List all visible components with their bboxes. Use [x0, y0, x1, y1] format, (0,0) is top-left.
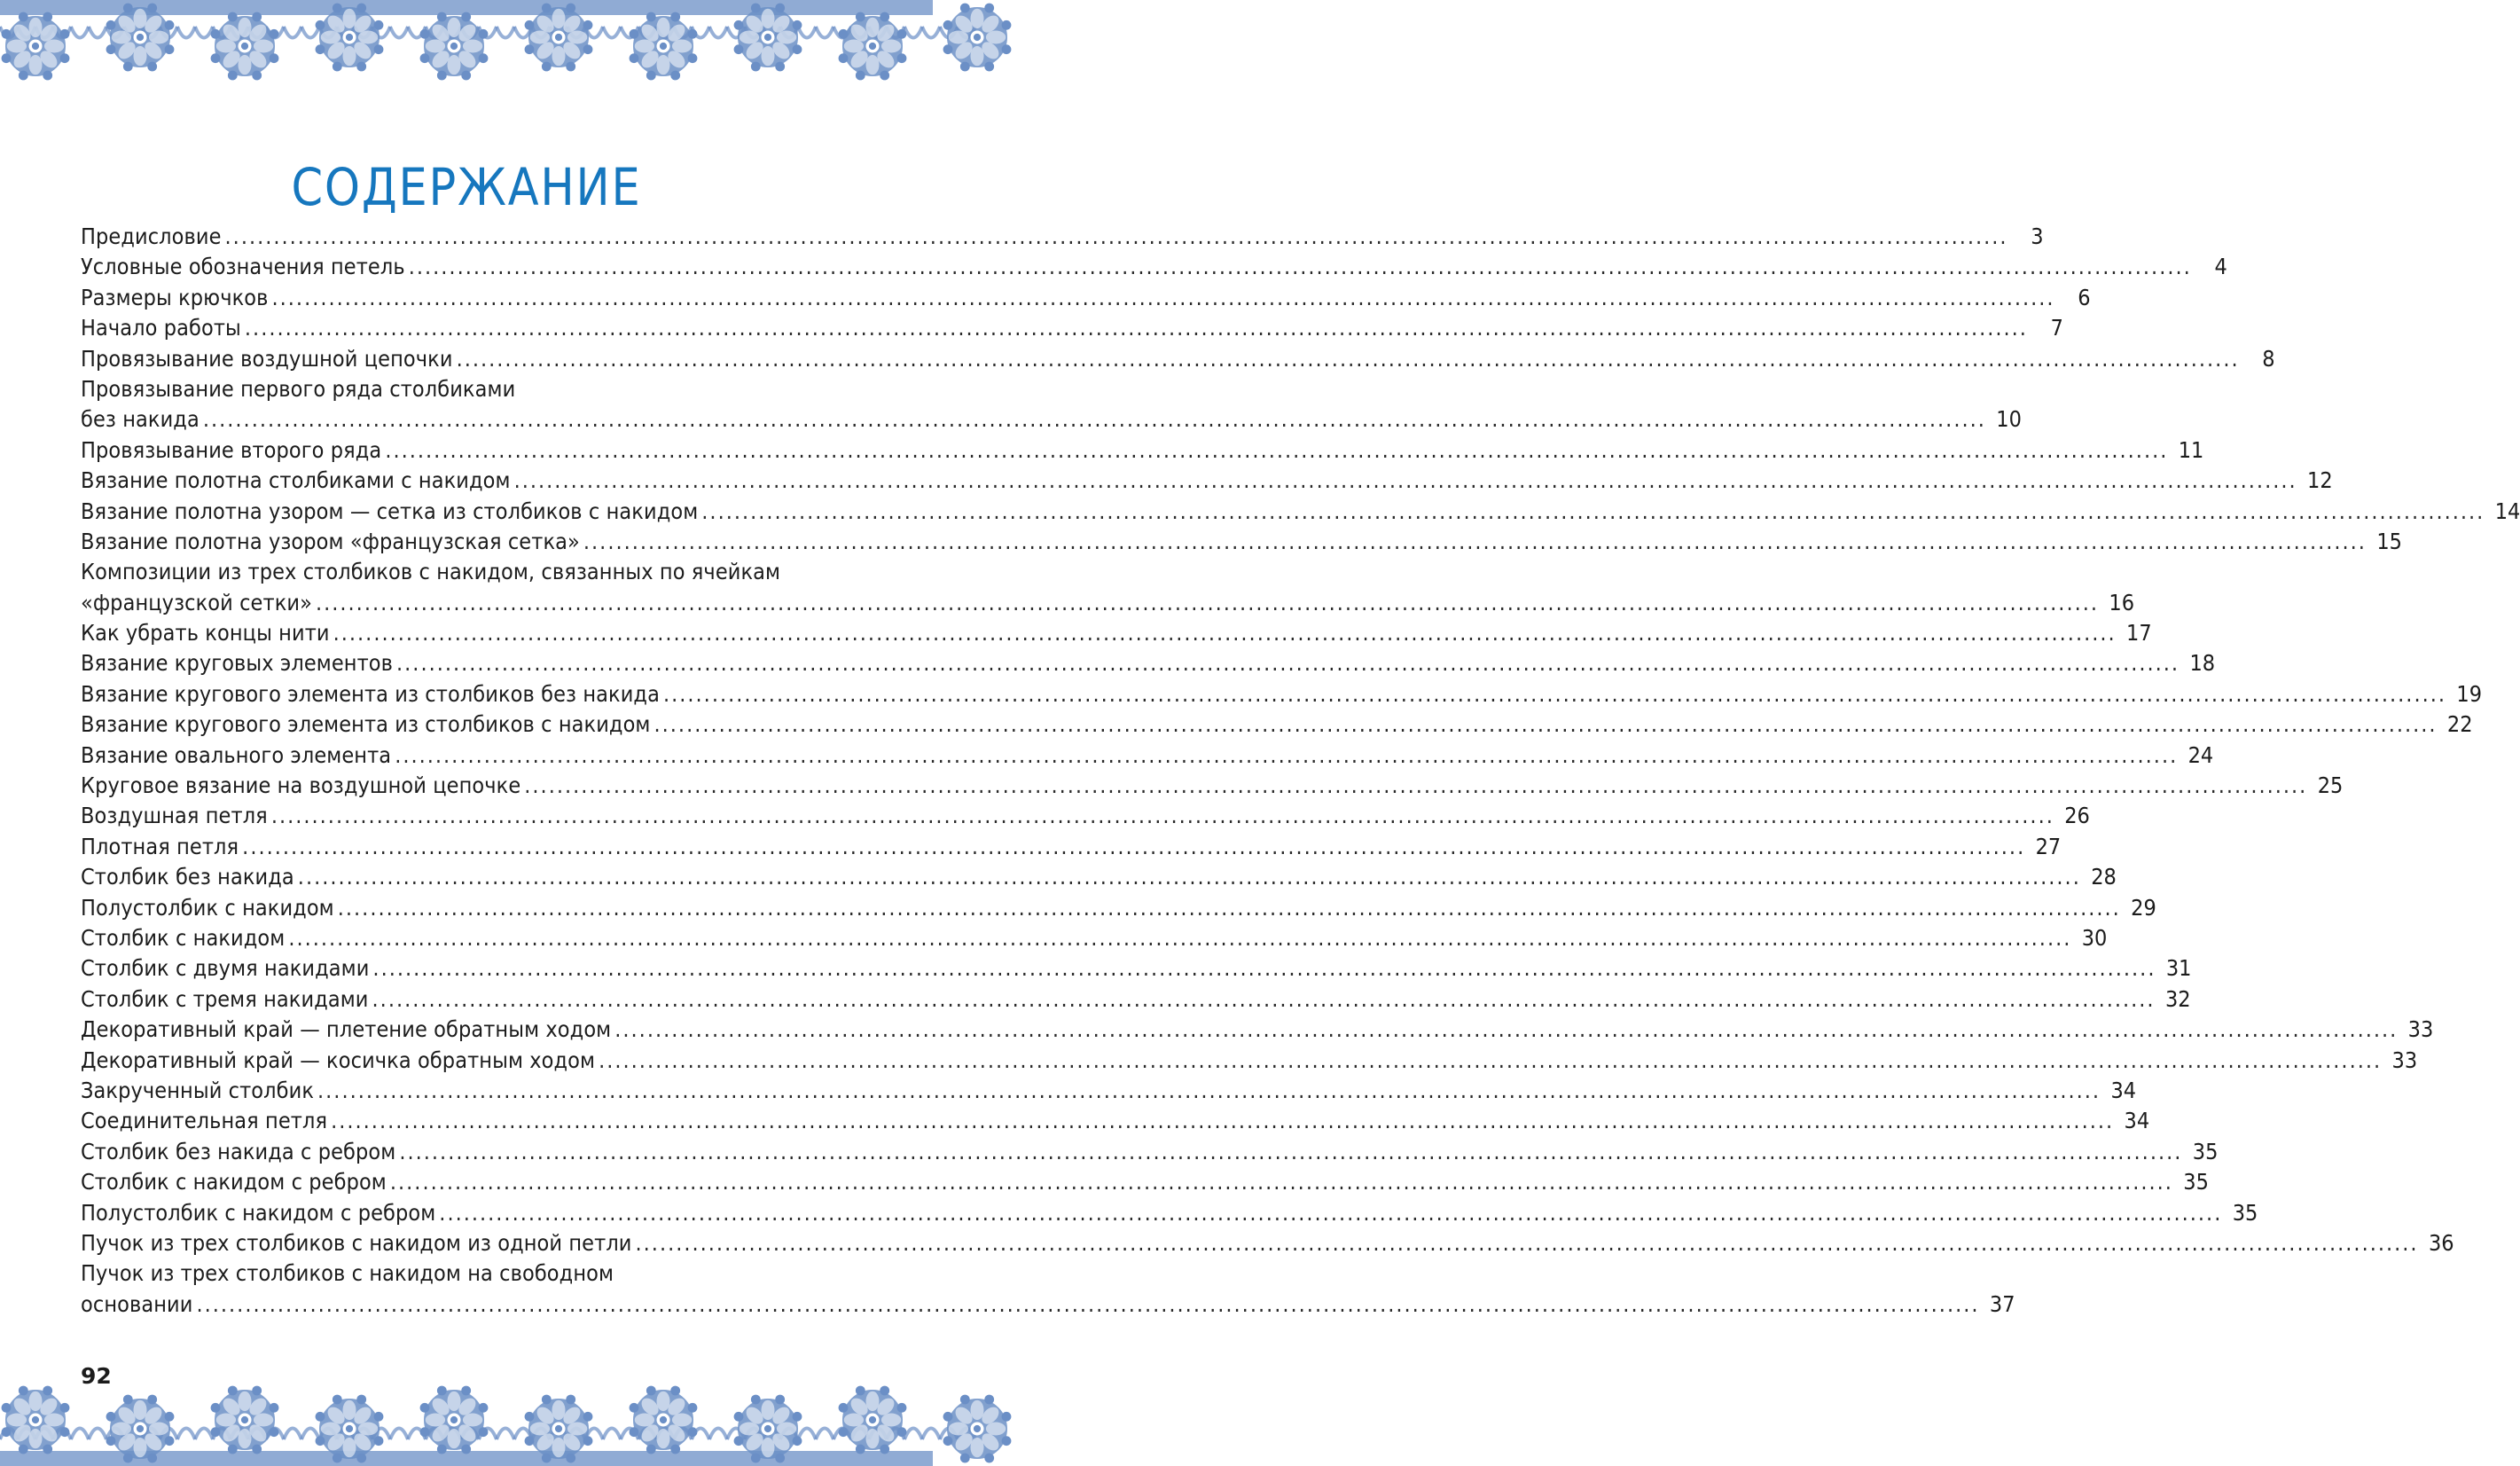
toc-page-number: 3 [2031, 223, 2044, 249]
toc-entry [81, 648, 2216, 678]
toc-entry [81, 1106, 2150, 1136]
toc-entry-title: Вязание кругового элемента из столбиков с накидом [81, 711, 651, 738]
page-number: 92 [81, 1363, 112, 1389]
dot-leader: ............................................................................................................................................................................................................................ [270, 803, 2054, 829]
toc-entry [81, 923, 2108, 953]
toc-entry [81, 435, 2204, 466]
dot-leader: ............................................................................................................................................................................................................................ [635, 1229, 2419, 1256]
dot-leader: ............................................................................................................................................................................................................................ [389, 1169, 2173, 1196]
toc-entry-title: Плотная петля [81, 833, 239, 859]
dot-leader: ............................................................................................................................................................................................................................ [662, 680, 2447, 707]
toc-entry-title: Столбик с накидом [81, 924, 286, 951]
toc-entry-title: Вязание полотна узором — сетка из столбиков с накидом [81, 498, 699, 524]
toc-entry [81, 1167, 2209, 1197]
dot-leader: ............................................................................................................................................................................................................................ [653, 711, 2438, 738]
toc-page-number: 36 [2428, 1229, 2454, 1256]
toc-entry [81, 1290, 2015, 1320]
toc-entry [81, 741, 2214, 771]
toc-entry [81, 222, 2044, 252]
toc-entry-title: Полустолбик с накидом с ребром [81, 1199, 436, 1226]
toc-page-number: 35 [2183, 1169, 2209, 1196]
toc-entry-title: Круговое вязание на воздушной цепочке [81, 772, 521, 799]
dot-leader: ............................................................................................................................................................................................................................ [385, 436, 2169, 463]
toc-page-number: 33 [2407, 1016, 2434, 1043]
toc-entry-title: Закрученный столбик [81, 1077, 315, 1103]
toc-entry-title: Воздушная петля [81, 803, 268, 829]
dot-leader: ............................................................................................................................................................................................................................ [297, 864, 2081, 890]
toc-page-number: 34 [2124, 1108, 2150, 1134]
toc-page-number: 37 [1989, 1290, 2015, 1317]
toc-page-number: 4 [2214, 254, 2227, 280]
toc-page-number: 8 [2262, 345, 2275, 372]
page-title: СОДЕРЖАНИЕ [291, 156, 642, 217]
dot-leader: ............................................................................................................................................................................................................................ [315, 589, 2100, 615]
toc-page-number: 18 [2189, 650, 2216, 677]
toc-entry [81, 527, 2402, 557]
toc-entry-title: Композиции из трех столбиков с накидом, связанных по ячейкам [81, 559, 781, 585]
toc-entry [81, 497, 2520, 527]
toc-entry-title: Столбик с двумя накидами [81, 955, 370, 982]
dot-leader: ............................................................................................................................................................................................................................ [196, 1290, 1980, 1317]
toc-page-number: 15 [2376, 528, 2402, 554]
toc-page-number: 30 [2081, 924, 2108, 951]
dot-leader: ............................................................................................................................................................................................................................ [242, 833, 2026, 859]
dot-leader: ............................................................................................................................................................................................................................ [337, 894, 2121, 921]
toc-entry [81, 893, 2156, 923]
toc-page-number: 7 [2050, 315, 2063, 341]
dot-leader: ............................................................................................................................................................................................................................ [456, 345, 2240, 372]
toc-entry-title: Пучок из трех столбиков с накидом на свободном [81, 1260, 614, 1287]
toc-entry [81, 588, 2135, 618]
dot-leader: ............................................................................................................................................................................................................................ [372, 985, 2156, 1012]
toc-page-number: 10 [1996, 406, 2022, 433]
toc-entry-line [81, 557, 847, 587]
dot-leader: ............................................................................................................................................................................................................................ [396, 650, 2180, 677]
toc-entry [81, 1076, 2137, 1106]
toc-entry-title: Провязывание второго ряда [81, 436, 382, 463]
toc-page-number: 28 [2091, 864, 2117, 890]
toc-entry-title: Вязание полотна столбиками с накидом [81, 467, 511, 494]
toc-page-number: 26 [2064, 803, 2090, 829]
toc-entry [81, 466, 2333, 496]
dot-leader: ............................................................................................................................................................................................................................ [271, 284, 2055, 310]
dot-leader: ............................................................................................................................................................................................................................ [408, 254, 2192, 280]
toc-entry [81, 709, 2473, 740]
dot-leader: ............................................................................................................................................................................................................................ [524, 772, 2308, 799]
toc-entry-title: Предисловие [81, 223, 222, 249]
toc-page-number: 35 [2192, 1138, 2219, 1164]
toc-page-number: 29 [2131, 894, 2156, 921]
toc-page-number: 32 [2164, 985, 2191, 1012]
dot-leader: ............................................................................................................................................................................................................................ [317, 1077, 2101, 1103]
toc-entry-title: Вязание круговых элементов [81, 650, 394, 677]
toc-entry-title: Начало работы [81, 315, 241, 341]
dot-leader: ............................................................................................................................................................................................................................ [372, 955, 2156, 982]
toc-entry-title: Декоративный край — плетение обратным ходом [81, 1016, 612, 1043]
dot-leader: ............................................................................................................................................................................................................................ [513, 467, 2297, 494]
table-of-contents [81, 222, 2520, 1320]
toc-entry-title-continued: без накида [81, 406, 200, 433]
toc-entry [81, 1137, 2219, 1167]
toc-entry [81, 862, 2117, 892]
toc-entry-title: Пучок из трех столбиков с накидом из одной петли [81, 1229, 632, 1256]
toc-entry-title-continued: основании [81, 1290, 193, 1317]
dot-leader: ............................................................................................................................................................................................................................ [288, 924, 2072, 951]
toc-page-number: 31 [2165, 955, 2192, 982]
toc-page-number: 33 [2391, 1047, 2418, 1073]
toc-page-number: 24 [2187, 741, 2214, 768]
lace-decoration-icon [0, 0, 933, 93]
toc-entry [81, 1228, 2454, 1258]
toc-page-number: 25 [2317, 772, 2344, 799]
dot-leader: ............................................................................................................................................................................................................................ [333, 620, 2117, 647]
dot-leader: ............................................................................................................................................................................................................................ [202, 406, 1986, 433]
toc-entry-title: Декоративный край — косичка обратным ходом [81, 1047, 596, 1073]
dot-leader: ............................................................................................................................................................................................................................ [583, 528, 2367, 554]
toc-entry [81, 984, 2191, 1015]
toc-entry-title: Провязывание первого ряда столбиками [81, 375, 516, 402]
toc-page-number: 35 [2232, 1199, 2258, 1226]
dot-leader: ............................................................................................................................................................................................................................ [395, 741, 2179, 768]
toc-page-number: 22 [2446, 711, 2473, 738]
toc-page-number: 17 [2126, 620, 2152, 647]
toc-page-number: 6 [2078, 284, 2091, 310]
toc-entry-title: Вязание кругового элемента из столбиков без накида [81, 680, 660, 707]
toc-entry-title: Размеры крючков [81, 284, 269, 310]
dot-leader: ............................................................................................................................................................................................................................ [399, 1138, 2183, 1164]
toc-entry [81, 283, 2091, 313]
dot-leader: ............................................................................................................................................................................................................................ [331, 1108, 2115, 1134]
toc-entry-title: Провязывание воздушной цепочки [81, 345, 453, 372]
toc-entry-title: Столбик с тремя накидами [81, 985, 369, 1012]
dot-leader: ............................................................................................................................................................................................................................ [701, 498, 2485, 524]
toc-entry-line [81, 1258, 847, 1289]
dot-leader: ............................................................................................................................................................................................................................ [224, 223, 2008, 249]
toc-entry-title: Условные обозначения петель [81, 254, 405, 280]
toc-entry [81, 801, 2090, 831]
toc-entry-title: Столбик без накида с ребром [81, 1138, 396, 1164]
toc-entry [81, 404, 2022, 435]
toc-entry-line [81, 374, 847, 404]
toc-entry [81, 1198, 2258, 1228]
lace-border-bottom [0, 1373, 933, 1466]
dot-leader: ............................................................................................................................................................................................................................ [599, 1047, 2383, 1073]
toc-page-number: 34 [2110, 1077, 2137, 1103]
dot-leader: ............................................................................................................................................................................................................................ [439, 1199, 2223, 1226]
toc-entry [81, 953, 2192, 984]
toc-page-number: 12 [2307, 467, 2333, 494]
toc-entry-title: Столбик с накидом с ребром [81, 1169, 387, 1196]
toc-entry [81, 1015, 2434, 1045]
toc-entry [81, 832, 2062, 862]
toc-entry [81, 252, 2227, 282]
toc-page-number: 16 [2109, 589, 2135, 615]
lace-border-top [0, 0, 933, 93]
toc-entry-title: Соединительная петля [81, 1108, 328, 1134]
toc-page-number: 27 [2035, 833, 2062, 859]
toc-entry [81, 679, 2483, 709]
dot-leader: ............................................................................................................................................................................................................................ [244, 315, 2028, 341]
toc-entry-title: Вязание полотна узором «французская сетка» [81, 528, 580, 554]
toc-page-number: 19 [2456, 680, 2483, 707]
toc-entry-title: Как убрать концы нити [81, 620, 330, 647]
toc-entry [81, 313, 2063, 343]
toc-entry-title: Вязание овального элемента [81, 741, 392, 768]
toc-entry [81, 618, 2152, 648]
toc-entry-title: Полустолбик с накидом [81, 894, 334, 921]
toc-entry-title-continued: «французской сетки» [81, 589, 312, 615]
dot-leader: ............................................................................................................................................................................................................................ [614, 1016, 2399, 1043]
toc-page-number: 11 [2178, 436, 2204, 463]
toc-page-number: 14 [2494, 498, 2520, 524]
toc-entry [81, 771, 2344, 801]
toc-entry-title: Столбик без накида [81, 864, 294, 890]
toc-entry [81, 1046, 2418, 1076]
toc-entry [81, 344, 2275, 374]
lace-decoration-icon [0, 1373, 933, 1466]
